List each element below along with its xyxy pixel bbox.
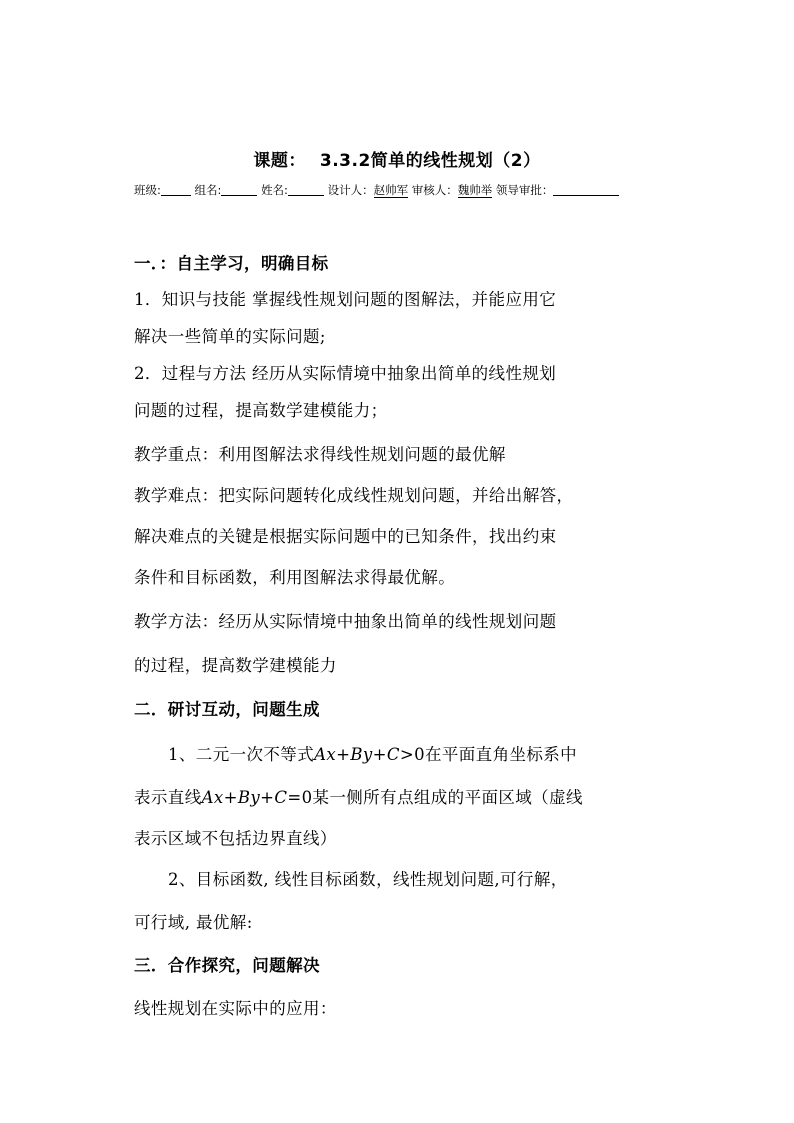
- title-main: 3.3.2简单的线性规划（2）: [319, 151, 541, 171]
- group-blank[interactable]: [221, 183, 257, 196]
- page-title: [0, 146, 794, 171]
- reviewer-name: 魏帅举: [457, 183, 493, 197]
- name-label: 姓名:: [261, 183, 288, 197]
- reviewer-label: 审核人：: [411, 183, 458, 197]
- p1-text-a: 1、二元一次不等式: [168, 745, 315, 764]
- p1-text-d: =0某一侧所有点组成的平面区域（虚线: [287, 788, 583, 807]
- title-prefix: 课题：: [253, 151, 306, 171]
- group-label: 组名:: [194, 183, 222, 197]
- class-label: 班级:: [134, 183, 161, 197]
- section1-line: 解决一些简单的实际问题;: [134, 327, 326, 346]
- leader-blank[interactable]: [553, 183, 619, 196]
- p1-expr2: Ax+By+C: [201, 788, 288, 807]
- section3-line: 线性规划在实际中的应用：: [134, 999, 337, 1018]
- section1-line: 的过程，提高数学建模能力: [134, 656, 337, 675]
- section1-line: 教学方法：经历从实际情境中抽象出简单的线性规划问题: [134, 612, 557, 631]
- designer-label: 设计人：: [327, 183, 374, 197]
- p1-text-c: 表示直线: [134, 788, 202, 807]
- section1-line: 解决难点的关键是根据实际问题中的已知条件，找出约束: [134, 527, 557, 546]
- info-line: [134, 182, 619, 198]
- section3-heading: 三．合作探究，问题解决: [134, 956, 320, 975]
- section1-heading: 一．：自主学习，明确目标: [134, 254, 329, 273]
- section1-line: 教学难点：把实际问题转化成线性规划问题，并给出解答，: [134, 486, 574, 505]
- section2-p2-line2: 可行域, 最优解:: [134, 913, 253, 932]
- section1-line: 2．过程与方法 经历从实际情境中抽象出简单的线性规划: [134, 364, 557, 383]
- section1-line: 条件和目标函数，利用图解法求得最优解。: [134, 568, 456, 587]
- class-blank[interactable]: [161, 183, 191, 196]
- section1-line: 问题的过程，提高数学建模能力；: [134, 401, 388, 420]
- p1-expr: Ax+By+C: [314, 745, 400, 764]
- section2-p1-line2: [134, 784, 583, 808]
- section2-heading: 二．研讨互动，问题生成: [134, 700, 320, 719]
- section2-p1-line1: [168, 741, 577, 765]
- section1-line: 教学重点：利用图解法求得线性规划问题的最优解: [134, 445, 506, 464]
- section2-p2-line1: 2、目标函数, 线性目标函数，线性规划问题,可行解，: [168, 870, 568, 889]
- p1-text-b: >0在平面直角坐标系中: [399, 745, 578, 764]
- section1-line: 1．知识与技能 掌握线性规划问题的图解法，并能应用它: [134, 290, 557, 309]
- section2-p1-line3: 表示区域不包括边界直线）: [134, 829, 337, 848]
- designer-name: 赵帅军: [373, 183, 409, 197]
- leader-label: 领导审批：: [495, 183, 554, 197]
- name-blank[interactable]: [288, 183, 324, 196]
